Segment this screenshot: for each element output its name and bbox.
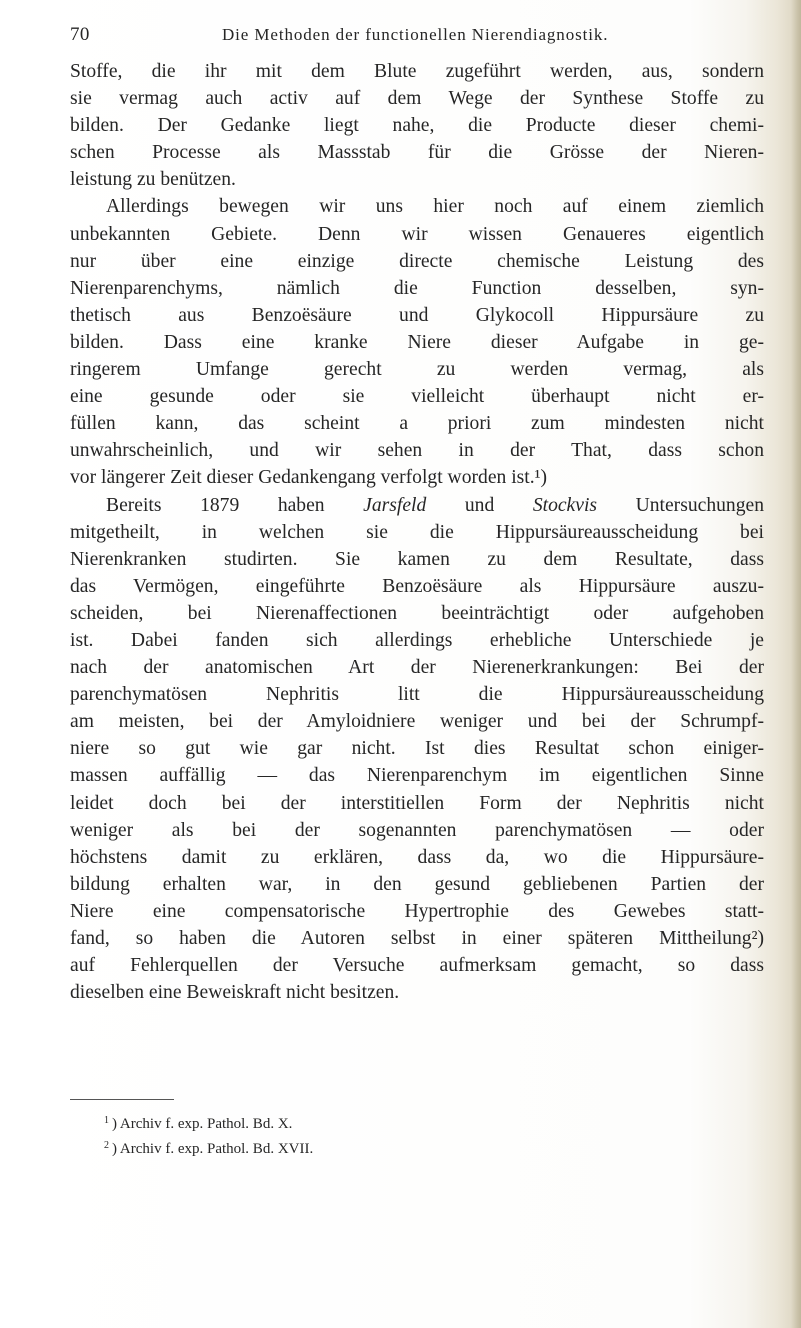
footnote-mark: 2 <box>104 1140 109 1151</box>
text-line: ist. Dabei fanden sich allerdings erhebliche Unterschiede je <box>70 629 764 651</box>
text-line: höchstens damit zu erklären, dass da, wo die Hippursäure- <box>70 846 764 868</box>
text-line: niere so gut wie gar nicht. Ist dies Resultat schon einiger- <box>70 738 764 760</box>
text-line: füllen kann, das scheint a priori zum mindesten nicht <box>70 413 764 435</box>
running-header <box>70 22 770 50</box>
text-line: unwahrscheinlich, und wir sehen in der That, dass schon <box>70 440 764 462</box>
footnotes <box>104 1110 604 1160</box>
footnote <box>104 1110 604 1135</box>
text-line: parenchymatösen Nephritis litt die Hippursäureausscheidung <box>70 684 764 706</box>
footnote-text: ) Archiv f. exp. Pathol. Bd. XVII. <box>112 1141 314 1157</box>
text-line: Nierenkranken studirten. Sie kamen zu dem Resultate, dass <box>70 548 764 570</box>
text-line: schen Processe als Massstab für die Grösse der Nieren- <box>70 142 764 164</box>
text-line: Stoffe, die ihr mit dem Blute zugeführt werden, aus, sondern <box>70 61 764 82</box>
text-line: bilden. Dass eine kranke Niere dieser Aufgabe in ge- <box>70 331 764 353</box>
text-line: leistung zu benützen. <box>70 169 236 191</box>
text-line: weniger als bei der sogenannten parenchymatösen — oder <box>70 819 764 841</box>
text-line: am meisten, bei der Amyloidniere weniger und bei der Schrumpf- <box>70 711 764 733</box>
body-text <box>70 58 764 1006</box>
text-line: sie vermag auch activ auf dem Wege der Synthese Stoffe zu <box>70 88 764 110</box>
footnote-text: ) Archiv f. exp. Pathol. Bd. X. <box>112 1116 293 1132</box>
text-line: Allerdings bewegen wir uns hier noch auf einem ziemlich <box>106 196 764 218</box>
text-line: das Vermögen, eingeführte Benzoësäure als Hippursäure auszu- <box>70 575 764 597</box>
text-line: thetisch aus Benzoësäure und Glykocoll Hippursäure zu <box>70 304 764 326</box>
text-line: Niere eine compensatorische Hypertrophie des Gewebes statt- <box>70 900 764 922</box>
text-line: bilden. Der Gedanke liegt nahe, die Producte dieser chemi- <box>70 115 764 137</box>
text-line: auf Fehlerquellen der Versuche aufmerksam gemacht, so dass <box>70 955 764 977</box>
page-number: 70 <box>70 24 90 45</box>
text-line: unbekannten Gebiete. Denn wir wissen Genaueres eigentlich <box>70 223 764 245</box>
text-line: vor längerer Zeit dieser Gedankengang verfolgt worden ist.¹) <box>70 467 548 489</box>
text-line: nach der anatomischen Art der Nierenerkrankungen: Bei der <box>70 657 764 679</box>
text-line: ringerem Umfange gerecht zu werden vermag, als <box>70 359 764 381</box>
text-line: dieselben eine Beweiskraft nicht besitzen. <box>70 982 400 1004</box>
author-name: Jarsfeld <box>363 494 427 516</box>
text-line: bildung erhalten war, in den gesund gebliebenen Partien der <box>70 873 764 895</box>
footnote <box>104 1135 604 1160</box>
running-title: Die Methoden der functionellen Nierendiagnostik. <box>222 25 609 44</box>
text-line: massen auffällig — das Nierenparenchym im eigentlichen Sinne <box>70 765 764 787</box>
text-line: scheiden, bei Nierenaffectionen beeinträchtigt oder aufgehoben <box>70 602 764 624</box>
text-line: mitgetheilt, in welchen sie die Hippursäureausscheidung bei <box>70 521 764 543</box>
author-name: Stockvis <box>532 494 598 516</box>
text-line: Nierenparenchyms, nämlich die Function desselben, syn- <box>70 277 764 299</box>
text-line: Bereits 1879 haben Jarsfeld und Stockvis Untersuchungen <box>106 494 765 516</box>
page-edge-shadow <box>791 0 801 1328</box>
text-line: leidet doch bei der interstitiellen Form der Nephritis nicht <box>70 792 764 814</box>
text-line: eine gesunde oder sie vielleicht überhaupt nicht er- <box>70 386 764 408</box>
text-line: fand, so haben die Autoren selbst in einer späteren Mittheilung²) <box>70 928 764 949</box>
footnote-divider <box>70 1099 174 1100</box>
footnote-mark: 1 <box>104 1115 109 1126</box>
text-line: nur über eine einzige directe chemische Leistung des <box>70 250 764 272</box>
